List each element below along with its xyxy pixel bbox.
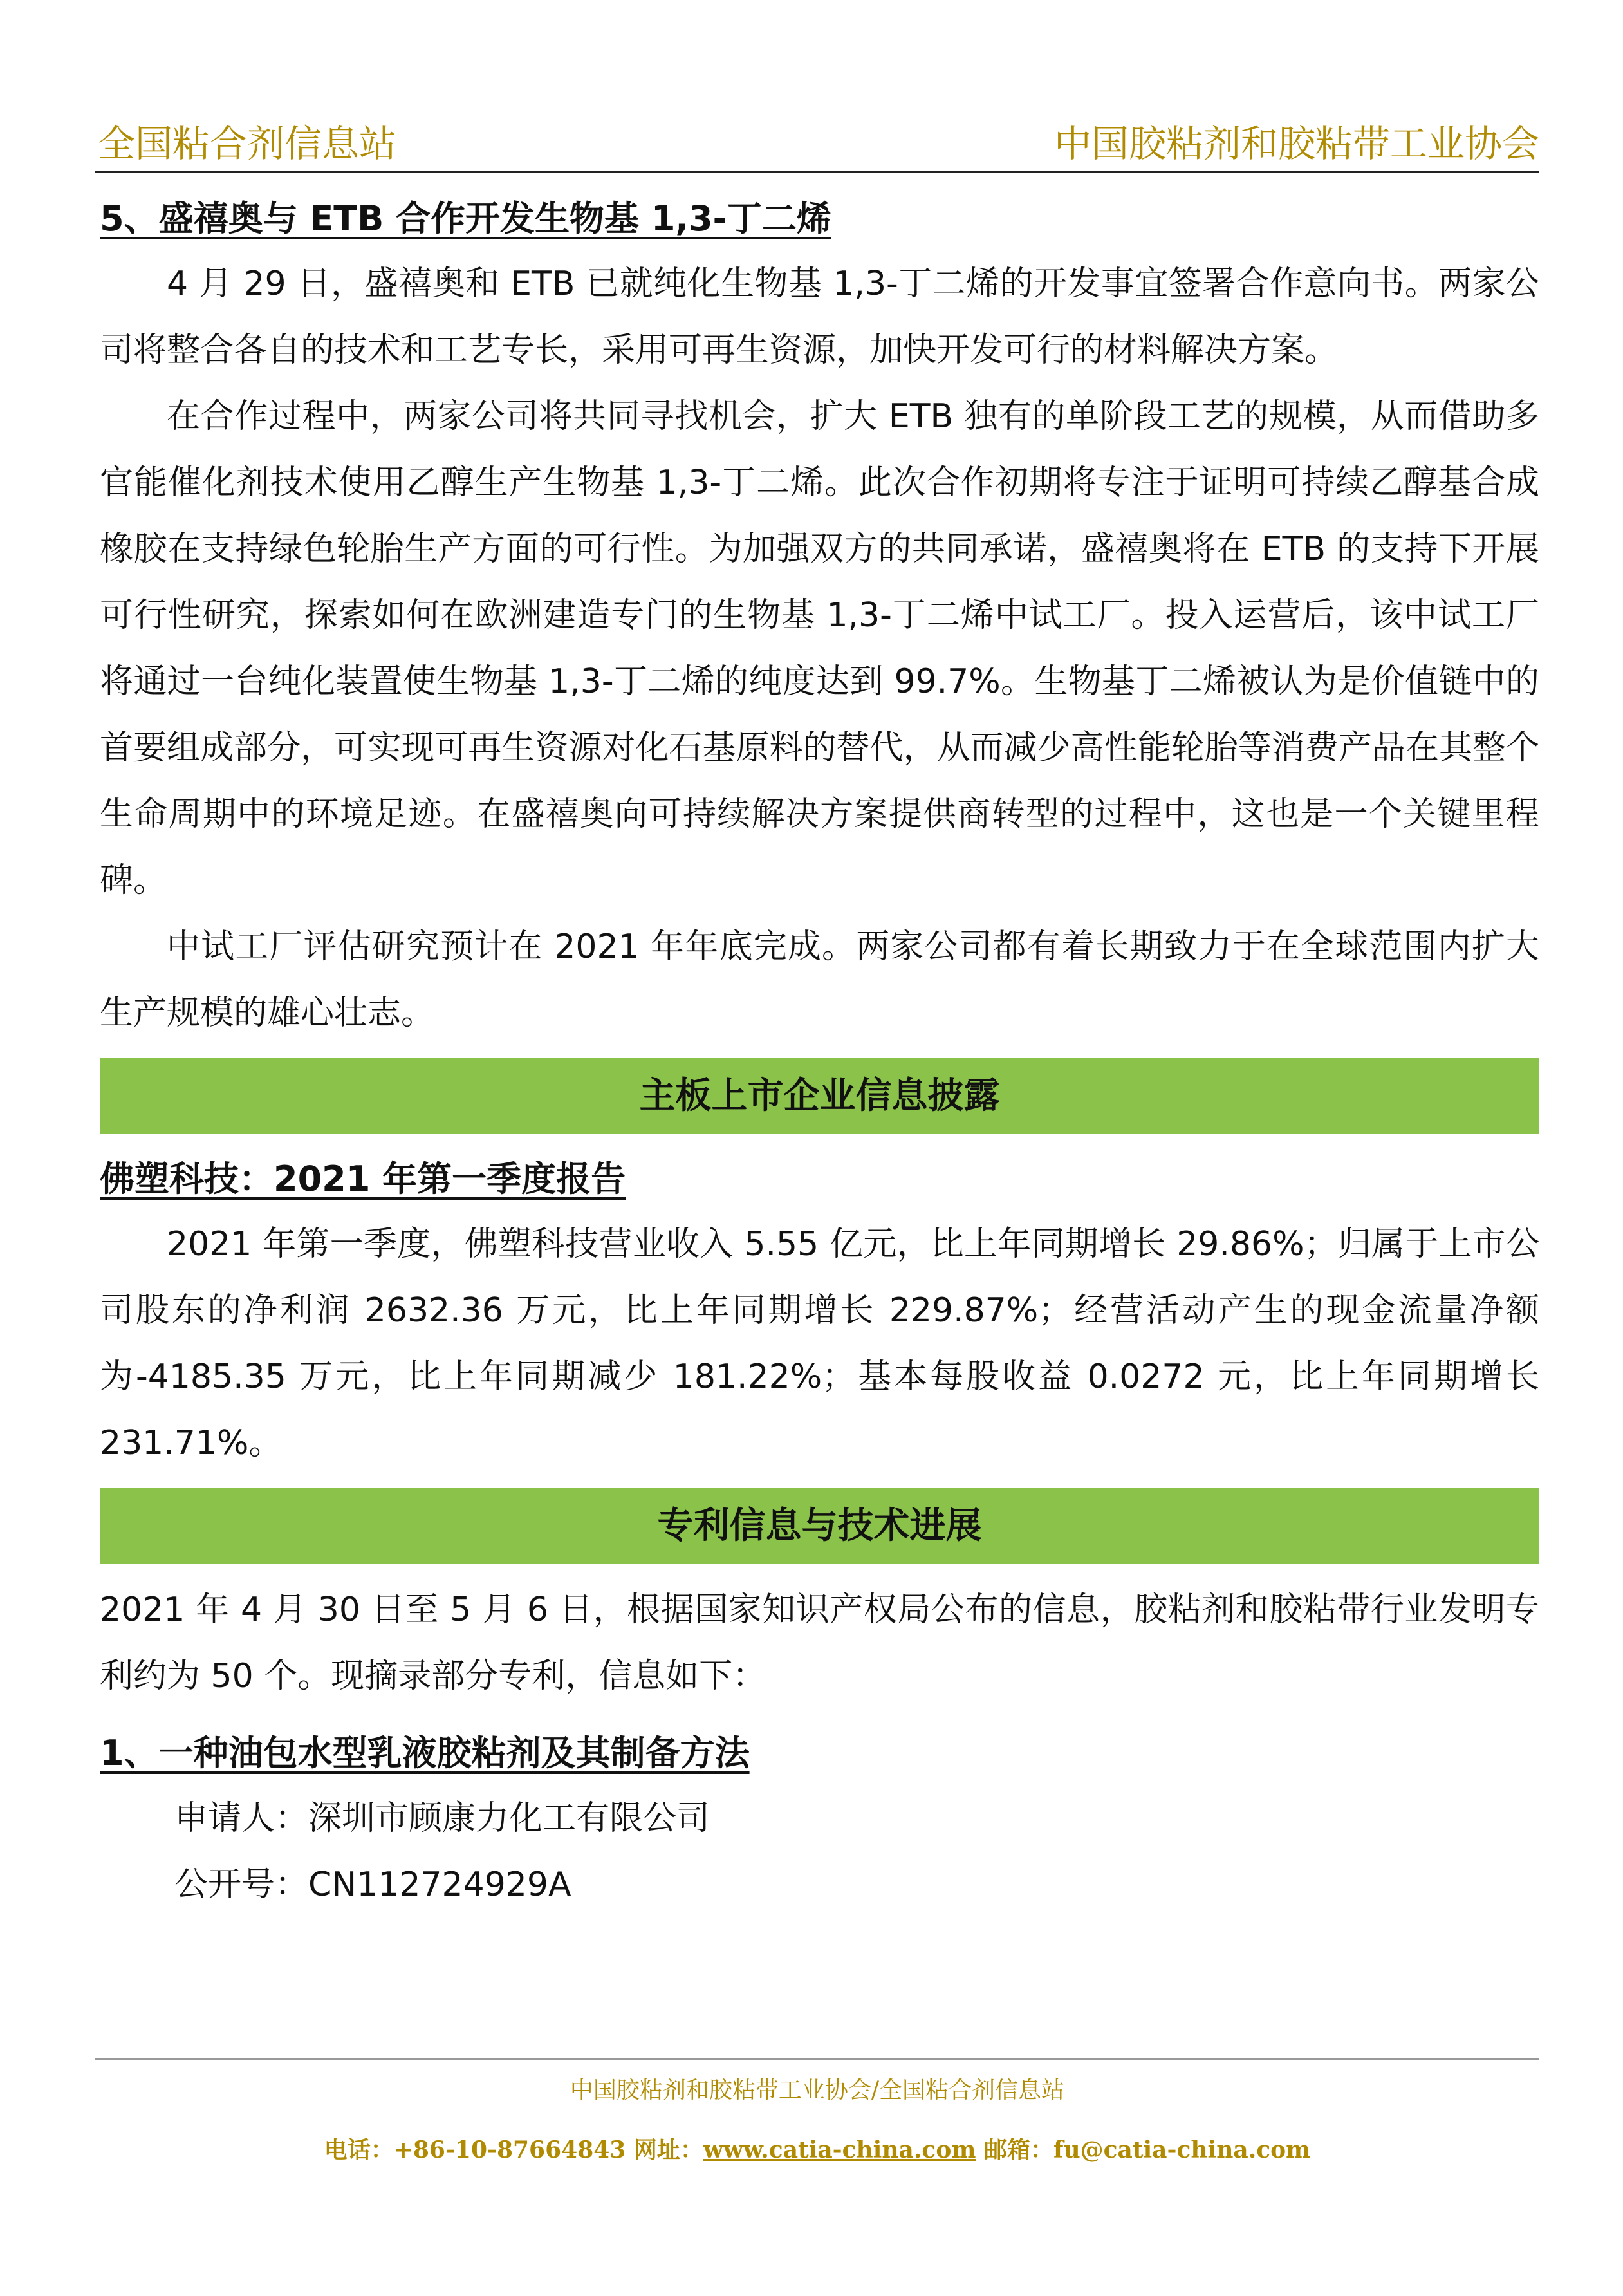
section-5-paragraph-1: 4 月 29 日，盛禧奥和 ETB 已就纯化生物基 1,3-丁二烯的开发事宜签署合作意向书。两家公司将整合各自的技术和工艺专长，采用可再生资源，加快开发可行的材料解决方案。 <box>100 265 1539 369</box>
header-right-title: 中国胶粘剂和胶粘带工业协会 <box>1053 122 1539 165</box>
fosu-report-paragraph: 2021 年第一季度，佛塑科技营业收入 5.55 亿元，比上年同期增长 29.86%；归属于上市公司股东的净利润 2632.36 万元，比上年同期增长 229.87%；经营活动产生的现金流量净额为-4185.35 万元，比上年同期减少 181.22%；基本每股收益 0.0272 元，比上年同期增长 231.71%。 <box>100 1225 1539 1462</box>
page-header <box>95 109 1539 173</box>
section-5-paragraph-3: 中试工厂评估研究预计在 2021 年年底完成。两家公司都有着长期致力于在全球范围内扩大生产规模的雄心壮志。 <box>100 928 1539 1032</box>
main-content <box>100 187 1539 1918</box>
header-left-title: 全国粘合剂信息站 <box>98 122 397 165</box>
footer-email: fu@catia-china.com <box>1053 2136 1311 2163</box>
footer-contact <box>95 2132 1539 2165</box>
section-5-title: 5、盛禧奥与 ETB 合作开发生物基 1,3-丁二烯 <box>100 198 831 239</box>
footer-organization: 中国胶粘剂和胶粘带工业协会/全国粘合剂信息站 <box>570 2077 1065 2104</box>
footer-email-label: 邮箱： <box>976 2136 1053 2163</box>
page-footer <box>95 2058 1539 2165</box>
section-5-paragraph-2: 在合作过程中，两家公司将共同寻找机会，扩大 ETB 独有的单阶段工艺的规模，从而借助多官能催化剂技术使用乙醇生产生物基 1,3-丁二烯。此次合作初期将专注于证明可持续乙醇基合成橡胶在支持绿色轮胎生产方面的可行性。为加强双方的共同承诺，盛禧奥将在 ETB 的支持下开展可行性研究，探索如何在欧洲建造专门的生物基 1,3-丁二烯中试工厂。投入运营后，该中试工厂将通过一台纯化装置使生物基 1,3-丁二烯的纯度达到 99.7%。生物基丁二烯被认为是价值链中的首要组成部分，可实现可再生资源对化石基原料的替代，从而减少高性能轮胎等消费产品在其整个生命周期中的环境足迹。在盛禧奥向可持续解决方案提供商转型的过程中，这也是一个关键里程碑。 <box>100 397 1539 900</box>
patent-applicant: 申请人：深圳市顾康力化工有限公司 <box>174 1799 710 1838</box>
footer-website-link[interactable]: www.catia-china.com <box>703 2136 976 2163</box>
patent-publication-number: 公开号：CN112724929A <box>174 1865 571 1904</box>
fosu-report-title: 佛塑科技：2021 年第一季度报告 <box>100 1159 626 1199</box>
footer-tel: 电话：+86-10-87664843 网址： <box>324 2136 703 2163</box>
section-band-listed-companies: 主板上市企业信息披露 <box>100 1058 1539 1134</box>
patent-item-1-title: 1、一种油包水型乳液胶粘剂及其制备方法 <box>100 1733 750 1773</box>
patent-intro-paragraph: 2021 年 4 月 30 日至 5 月 6 日，根据国家知识产权局公布的信息，胶粘剂和胶粘带行业发明专利约为 50 个。现摘录部分专利，信息如下： <box>100 1591 1539 1695</box>
section-band-patents: 专利信息与技术进展 <box>100 1488 1539 1564</box>
